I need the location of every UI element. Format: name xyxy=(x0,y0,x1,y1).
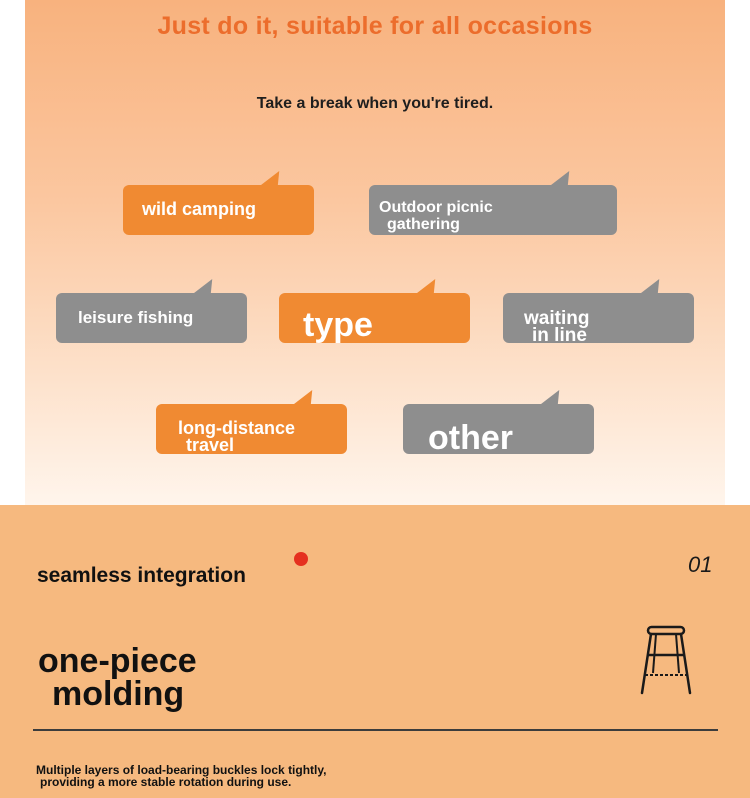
big-heading-line1: one-piece xyxy=(38,642,197,680)
subline: Take a break when you're tired. xyxy=(256,95,494,112)
feature-number: 01 xyxy=(688,552,713,577)
bubble-waiting-in-line xyxy=(503,293,694,346)
bubble-label-line1: long-distance xyxy=(178,418,296,438)
bubble-label-line2: travel xyxy=(186,435,235,455)
bubble-other xyxy=(403,404,594,457)
feature-title: seamless integration xyxy=(37,564,246,587)
bubble-long-distance-travel xyxy=(156,404,347,454)
bubble-wild-camping xyxy=(123,185,314,235)
feature-description xyxy=(36,764,327,788)
bubble-label-line2: gathering xyxy=(387,216,460,233)
feature-big-heading xyxy=(38,642,197,713)
bubble-outdoor-picnic xyxy=(369,185,617,235)
bubble-label: other xyxy=(428,419,513,457)
bubble-label: leisure fishing xyxy=(78,308,194,327)
red-dot-marker xyxy=(294,552,308,566)
bubble-label-line1: waiting xyxy=(524,308,590,329)
headline: Just do it, suitable for all occasions xyxy=(157,12,593,40)
bubble-type xyxy=(279,293,470,343)
bubble-label-line2: in line xyxy=(532,325,587,346)
bubble-leisure-fishing xyxy=(56,293,247,343)
occasions-section xyxy=(25,0,725,505)
bubble-label: type xyxy=(303,306,373,344)
description-line1: Multiple layers of load-bearing buckles lock tightly, xyxy=(36,763,327,777)
big-heading-line2: molding xyxy=(52,675,185,713)
divider xyxy=(33,729,718,731)
feature-section xyxy=(0,505,750,798)
stool-icon xyxy=(637,625,695,695)
description-line2: providing a more stable rotation during use. xyxy=(40,775,292,789)
bubble-label: wild camping xyxy=(142,199,257,219)
bubble-label-line1: Outdoor picnic xyxy=(379,199,493,216)
